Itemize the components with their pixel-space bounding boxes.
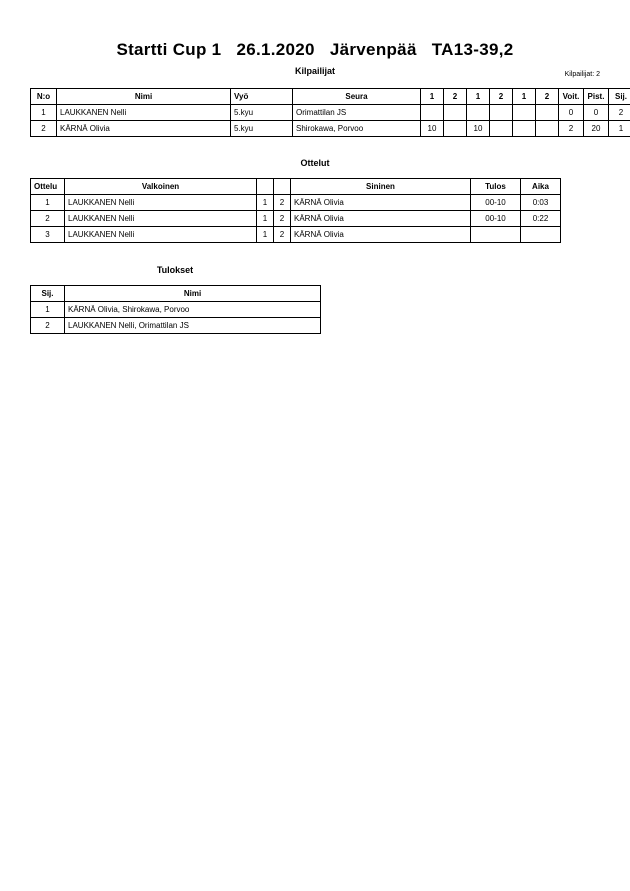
table-header-row [31,179,561,195]
table-row [31,211,561,227]
th-wins: Voit. [559,89,584,105]
cell-match-4 [490,105,513,121]
cell-rank: 2 [609,105,630,121]
cell-wins: 2 [559,121,584,137]
cell-result: 00-10 [471,195,521,211]
cell-match-3 [467,105,490,121]
th-white-number [257,179,274,195]
cell-wins: 0 [559,105,584,121]
cell-match-6 [536,121,559,137]
th-blue-number [274,179,291,195]
th-white: Valkoinen [65,179,257,195]
cell-points: 20 [584,121,609,137]
competitors-table [30,88,630,137]
cell-blue: KÄRNÄ Olivia [291,227,471,243]
cell-match-5 [513,121,536,137]
cell-result: 00-10 [471,211,521,227]
competitors-count: Kilpailijat: 2 [564,71,600,78]
table-header-row [31,286,321,302]
cell-blue: KÄRNÄ Olivia [291,195,471,211]
cell-white-number: 1 [257,211,274,227]
cell-match-number: 1 [31,195,65,211]
cell-match-1: 10 [421,121,444,137]
cell-club: Shirokawa, Porvoo [293,121,421,137]
matches-table [30,178,561,243]
results-table [30,285,321,334]
cell-time: 0:03 [521,195,561,211]
th-rank: Sij. [609,89,630,105]
th-match-6: 2 [536,89,559,105]
cell-points: 0 [584,105,609,121]
cell-time: 0:22 [521,211,561,227]
th-match-5: 1 [513,89,536,105]
cell-match-2 [444,121,467,137]
table-row [31,302,321,318]
th-match-3: 1 [467,89,490,105]
table-row [31,105,630,121]
cell-belt: 5.kyu [231,105,293,121]
th-match-number: Ottelu [31,179,65,195]
cell-number: 2 [31,121,57,137]
cell-match-number: 2 [31,211,65,227]
th-points: Pist. [584,89,609,105]
cell-result [471,227,521,243]
cell-match-3: 10 [467,121,490,137]
cell-rank: 1 [609,121,630,137]
results-heading: Tulokset [156,265,194,275]
cell-name: KÄRNÄ Olivia [57,121,231,137]
table-row [31,318,321,334]
cell-club: Orimattilan JS [293,105,421,121]
th-rank: Sij. [31,286,65,302]
cell-name: LAUKKANEN Nelli [57,105,231,121]
th-name: Nimi [57,89,231,105]
th-number: N:o [31,89,57,105]
table-row [31,195,561,211]
cell-time [521,227,561,243]
th-result: Tulos [471,179,521,195]
th-time: Aika [521,179,561,195]
th-name: Nimi [65,286,321,302]
competitors-heading: Kilpailijat [294,66,335,76]
cell-name: LAUKKANEN Nelli, Orimattilan JS [65,318,321,334]
table-header-row [31,89,630,105]
cell-match-5 [513,105,536,121]
cell-white: LAUKKANEN Nelli [65,227,257,243]
cell-rank: 2 [31,318,65,334]
cell-match-1 [421,105,444,121]
cell-match-2 [444,105,467,121]
cell-name: KÄRNÄ Olivia, Shirokawa, Porvoo [65,302,321,318]
cell-white-number: 1 [257,195,274,211]
cell-match-6 [536,105,559,121]
cell-belt: 5.kyu [231,121,293,137]
cell-blue: KÄRNÄ Olivia [291,211,471,227]
th-club: Seura [293,89,421,105]
table-row [31,227,561,243]
cell-number: 1 [31,105,57,121]
page-title: Startti Cup 1 26.1.2020 Järvenpää TA13-39,2 [116,40,514,59]
th-blue: Sininen [291,179,471,195]
cell-white: LAUKKANEN Nelli [65,211,257,227]
matches-heading: Ottelut [300,158,330,168]
cell-match-4 [490,121,513,137]
cell-white-number: 1 [257,227,274,243]
cell-blue-number: 2 [274,227,291,243]
cell-blue-number: 2 [274,195,291,211]
th-match-1: 1 [421,89,444,105]
cell-blue-number: 2 [274,211,291,227]
table-row [31,121,630,137]
th-belt: Vyö [231,89,293,105]
cell-rank: 1 [31,302,65,318]
cell-white: LAUKKANEN Nelli [65,195,257,211]
cell-match-number: 3 [31,227,65,243]
th-match-4: 2 [490,89,513,105]
th-match-2: 2 [444,89,467,105]
